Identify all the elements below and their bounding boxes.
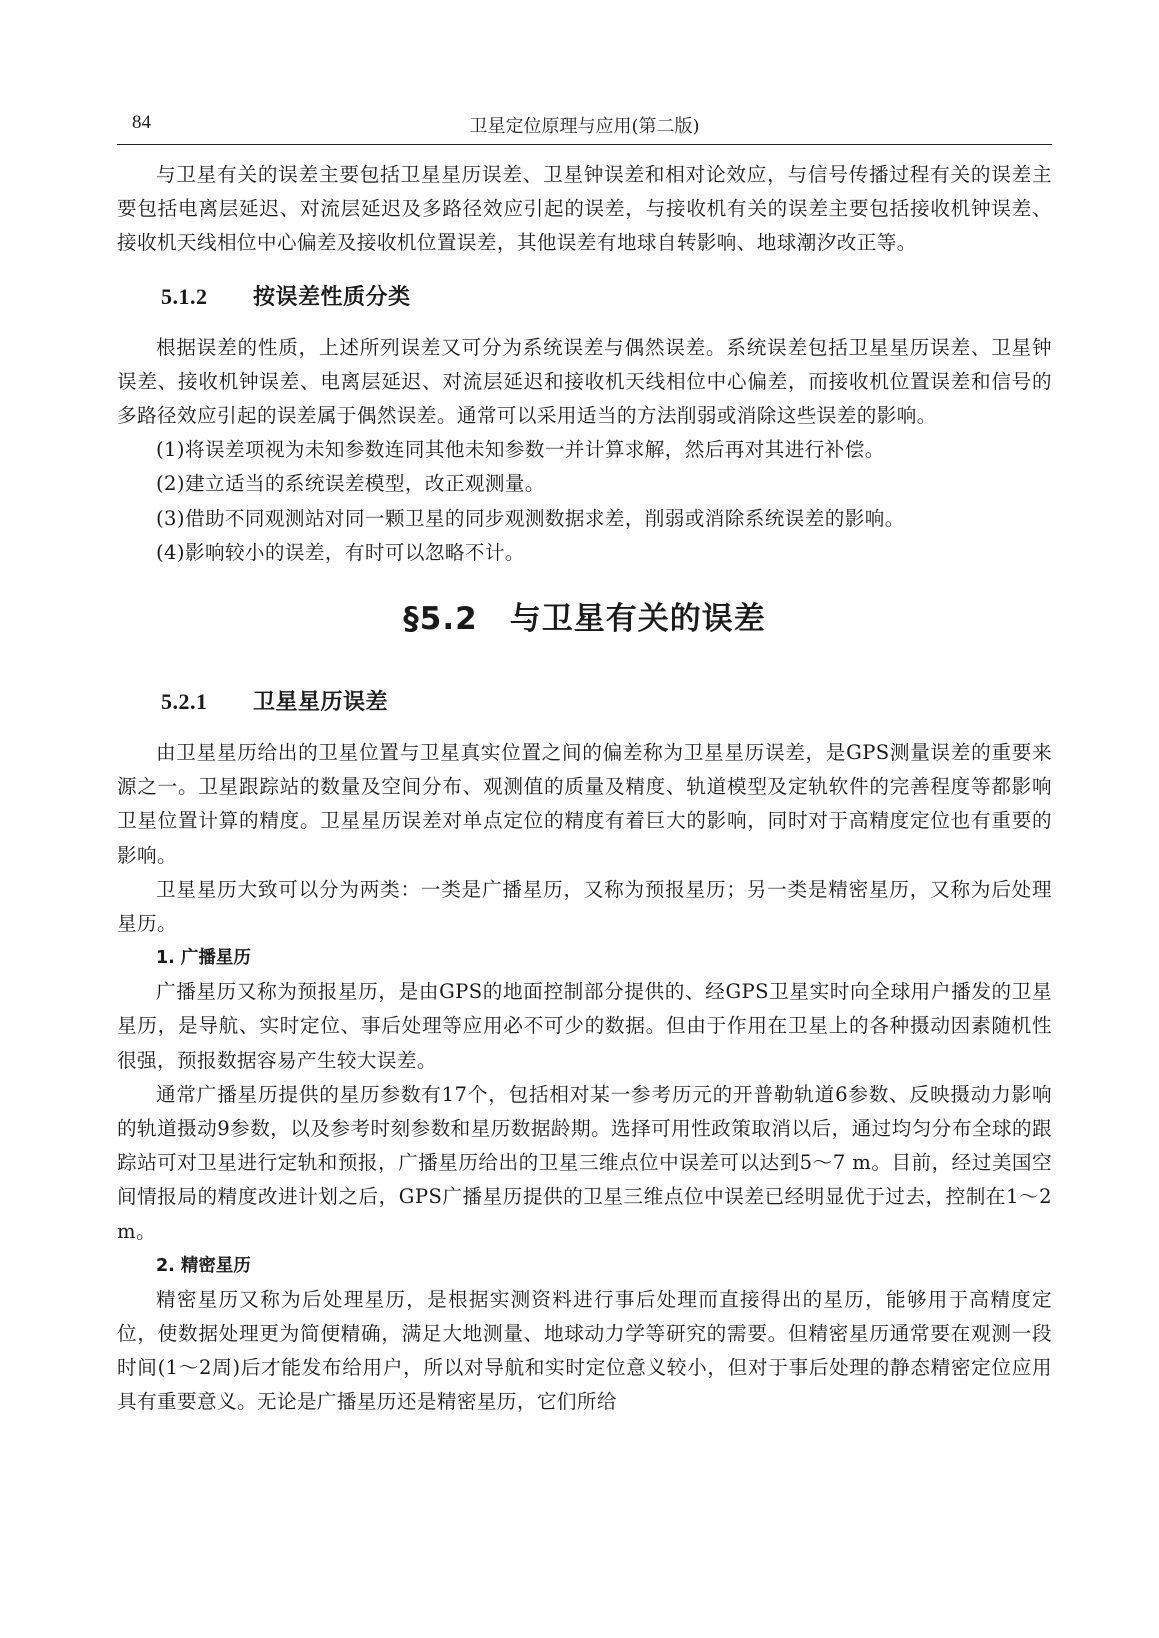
- paragraph-broadcast-ephemeris: 广播星历又称为预报星历，是由GPS的地面控制部分提供的、经GPS卫星实时向全球用户播发的卫星星历，是导航、实时定位、事后处理等应用必不可少的数据。但由于作用在卫星上的各种摄动因素随机性很强，预报数据容易产生较大误差。: [117, 980, 1052, 1072]
- subsection-number: 5.1.2: [161, 283, 208, 309]
- page-header: [117, 106, 1052, 145]
- list-item: (4)影响较小的误差，有时可以忽略不计。: [156, 540, 525, 564]
- running-title: 卫星定位原理与应用(第二版): [469, 116, 700, 137]
- paragraph-broadcast-parameters: 通常广播星历提供的星历参数有17个，包括相对某一参考历元的开普勒轨道6参数、反映摄动力影响的轨道摄动9参数，以及参考时刻参数和星历数据龄期。选择可用性政策取消以后，通过均匀分布全球的跟踪站可对卫星进行定轨和预报，广播星历给出的卫星三维点位中误差可以达到5～7 m。目前，经过美国空间情报局的精度改进计划之后，GPS广播星历提供的卫星三维点位中误差已经明显优于过去，控制在1～2 m。: [117, 1082, 1052, 1243]
- paragraph-error-sources: 与卫星有关的误差主要包括卫星星历误差、卫星钟误差和相对论效应，与信号传播过程有关的误差主要包括电离层延迟、对流层延迟及多路径效应引起的误差，与接收机有关的误差主要包括接收机钟误差、接收机天线相位中心偏差及接收机位置误差，其他误差有地球自转影响、地球潮汐改正等。: [117, 163, 1052, 255]
- page-body: [117, 158, 1052, 1420]
- section-heading-5-2: [117, 594, 1052, 644]
- subsection-heading-5-2-1: [117, 682, 1052, 722]
- section-title: 与卫星有关的误差: [509, 601, 766, 638]
- subsection-title: 卫星星历误差: [253, 689, 389, 716]
- method-list: [117, 433, 1052, 570]
- item-heading-precise-ephemeris: 2. 精密星历: [156, 1255, 251, 1276]
- item-heading-broadcast-ephemeris: 1. 广播星历: [156, 948, 251, 969]
- subsection-heading-5-1-2: [117, 277, 1052, 317]
- section-number: §5.2: [403, 601, 478, 638]
- list-item: (1)将误差项视为未知参数连同其他未知参数一并计算求解，然后再对其进行补偿。: [156, 438, 885, 462]
- list-item: (3)借助不同观测站对同一颗卫星的同步观测数据求差，削弱或消除系统误差的影响。: [156, 506, 905, 530]
- page-number: 84: [132, 112, 151, 133]
- subsection-title: 按误差性质分类: [253, 283, 411, 310]
- list-item: (2)建立适当的系统误差模型，改正观测量。: [156, 472, 545, 496]
- paragraph-ephemeris-error: 由卫星星历给出的卫星位置与卫星真实位置之间的偏差称为卫星星历误差，是GPS测量误差的重要来源之一。卫星跟踪站的数量及空间分布、观测值的质量及精度、轨道模型及定轨软件的完善程度等都影响卫星位置计算的精度。卫星星历误差对单点定位的精度有着巨大的影响，同时对于高精度定位也有重要的影响。: [117, 741, 1052, 867]
- subsection-number: 5.2.1: [161, 689, 208, 715]
- paragraph-ephemeris-types: 卫星星历大致可以分为两类：一类是广播星历，又称为预报星历；另一类是精密星历，又称为后处理星历。: [117, 877, 1052, 936]
- paragraph-precise-ephemeris: 精密星历又称为后处理星历，是根据实测资料进行事后处理而直接得出的星历，能够用于高精度定位，使数据处理更为简便精确，满足大地测量、地球动力学等研究的需要。但精密星历通常要在观测一段时间(1～2周)后才能发布给用户，所以对导航和实时定位意义较小，但对于事后处理的静态精密定位应用具有重要意义。无论是广播星历还是精密星历，它们所给: [117, 1287, 1052, 1414]
- paragraph-error-classification: 根据误差的性质，上述所列误差又可分为系统误差与偶然误差。系统误差包括卫星星历误差、卫星钟误差、接收机钟误差、电离层延迟、对流层延迟和接收机天线相位中心偏差，而接收机位置误差和信号的多路径效应引起的误差属于偶然误差。通常可以采用适当的方法削弱或消除这些误差的影响。: [117, 335, 1052, 428]
